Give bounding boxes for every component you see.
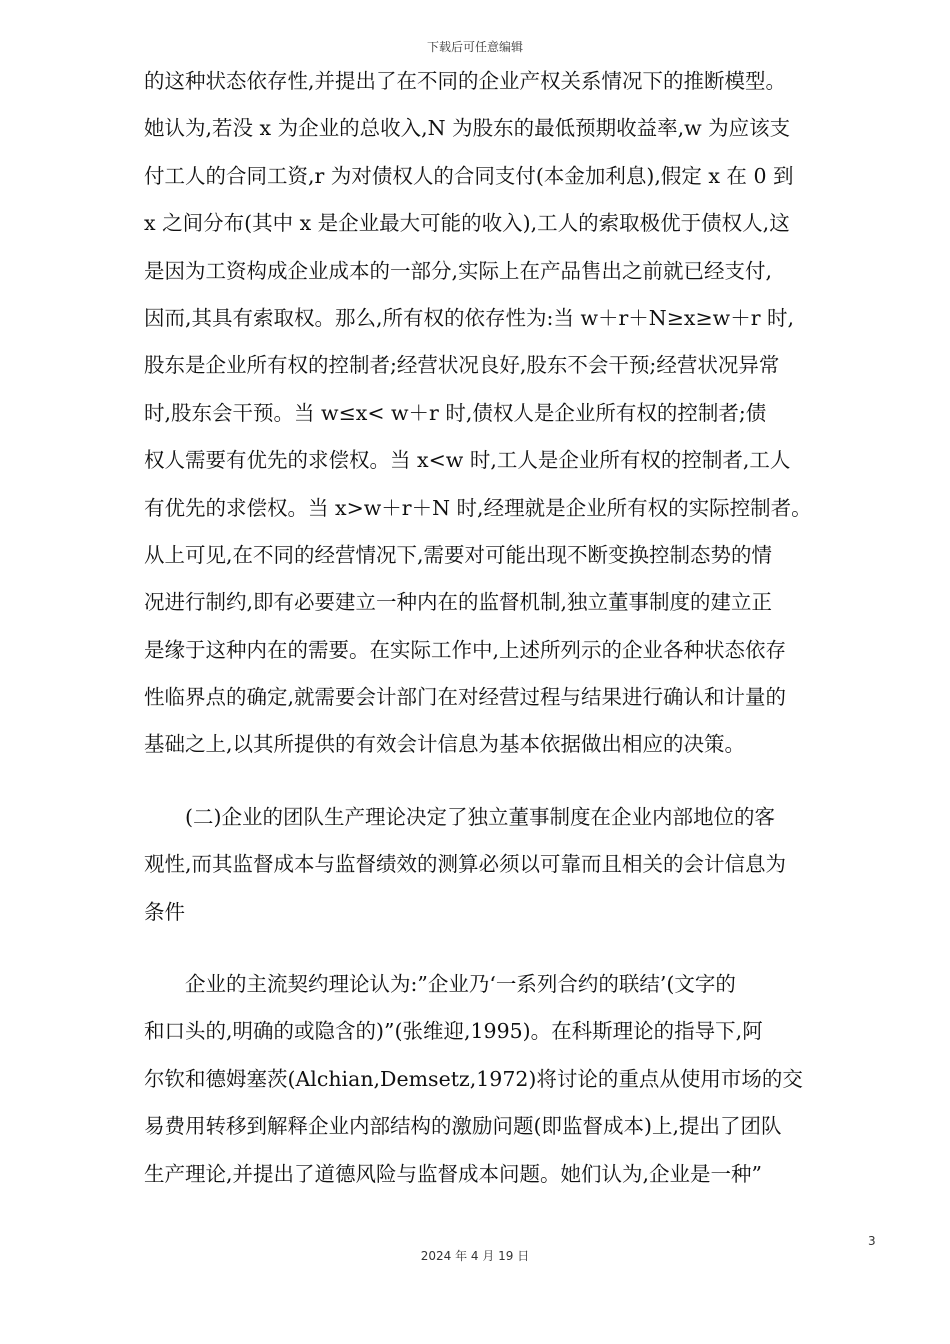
text-line: 基础之上,以其所提供的有效会计信息为基本依据做出相应的决策。: [144, 732, 746, 757]
text-line: 权人需要有优先的求偿权。当 x<w 时,工人是企业所有权的控制者,工人: [144, 448, 791, 473]
text-line: 的这种状态依存性,并提出了在不同的企业产权关系情况下的推断模型。: [144, 69, 787, 93]
text-line: 易费用转移到解释企业内部结构的激励问题(即监督成本)上,提出了团队: [144, 1114, 782, 1139]
paragraph-contract-theory: [144, 961, 878, 1198]
text-line: 况进行制约,即有必要建立一种内在的监督机制,独立董事制度的建立正: [144, 590, 773, 615]
text-line: 付工人的合同工资,r 为对债权人的合同支付(本金加利息),假定 x 在 0 到: [144, 163, 794, 188]
paragraph-ownership-dependency: [144, 58, 878, 769]
paragraph-spacer: [144, 769, 878, 794]
text-line: 观性,而其监督成本与监督绩效的测算必须以可靠而且相关的会计信息为: [144, 852, 787, 877]
text-line: 有优先的求偿权。当 x>w＋r＋N 时,经理就是企业所有权的实际控制者。: [144, 495, 812, 520]
text-line: 时,股东会干预。当 w≤x< w＋r 时,债权人是企业所有权的控制者;债: [144, 400, 767, 425]
document-body: [144, 58, 878, 1198]
text-line: x 之间分布(其中 x 是企业最大可能的收入),工人的索取极优于债权人,这: [144, 211, 790, 236]
text-line: 是缘于这种内在的需要。在实际工作中,上述所列示的企业各种状态依存: [144, 637, 787, 662]
text-line: 生产理论,并提出了道德风险与监督成本问题。她们认为,企业是一种”: [144, 1161, 763, 1186]
text-line: 她认为,若没 x 为企业的总收入,N 为股东的最低预期收益率,w 为应该支: [144, 116, 791, 141]
text-line: 是因为工资构成企业成本的一部分,实际上在产品售出之前就已经支付,: [144, 258, 773, 283]
text-line: (二)企业的团队生产理论决定了独立董事制度在企业内部地位的客: [144, 804, 775, 829]
text-line: 从上可见,在不同的经营情况下,需要对可能出现不断变换控制态势的情: [144, 542, 773, 567]
text-line: 尔钦和德姆塞茨(Alchian,Demsetz,1972)将讨论的重点从使用市场的交: [144, 1066, 803, 1091]
page-footer-date: 2024 年 4 月 19 日: [420, 1249, 530, 1263]
text-line: 性临界点的确定,就需要会计部门在对经营过程与结果进行确认和计量的: [144, 685, 787, 710]
paragraph-section-heading: [144, 794, 878, 936]
text-line: 股东是企业所有权的控制者;经营状况良好,股东不会干预;经营状况异常: [144, 353, 780, 378]
text-line: 和口头的,明确的或隐含的)”(张维迎,1995)。在科斯理论的指导下,阿: [144, 1019, 763, 1044]
page-header: 下载后可任意编辑: [426, 40, 523, 54]
text-line: 条件: [144, 899, 185, 924]
paragraph-spacer: [144, 936, 878, 961]
text-line: 因而,其具有索取权。那么,所有权的依存性为:当 w＋r＋N≥x≥w＋r 时,: [144, 305, 795, 330]
page-number: 3: [868, 1234, 876, 1248]
text-line: 企业的主流契约理论认为:”企业乃‘一系列合约的联结’(文字的: [144, 972, 736, 997]
